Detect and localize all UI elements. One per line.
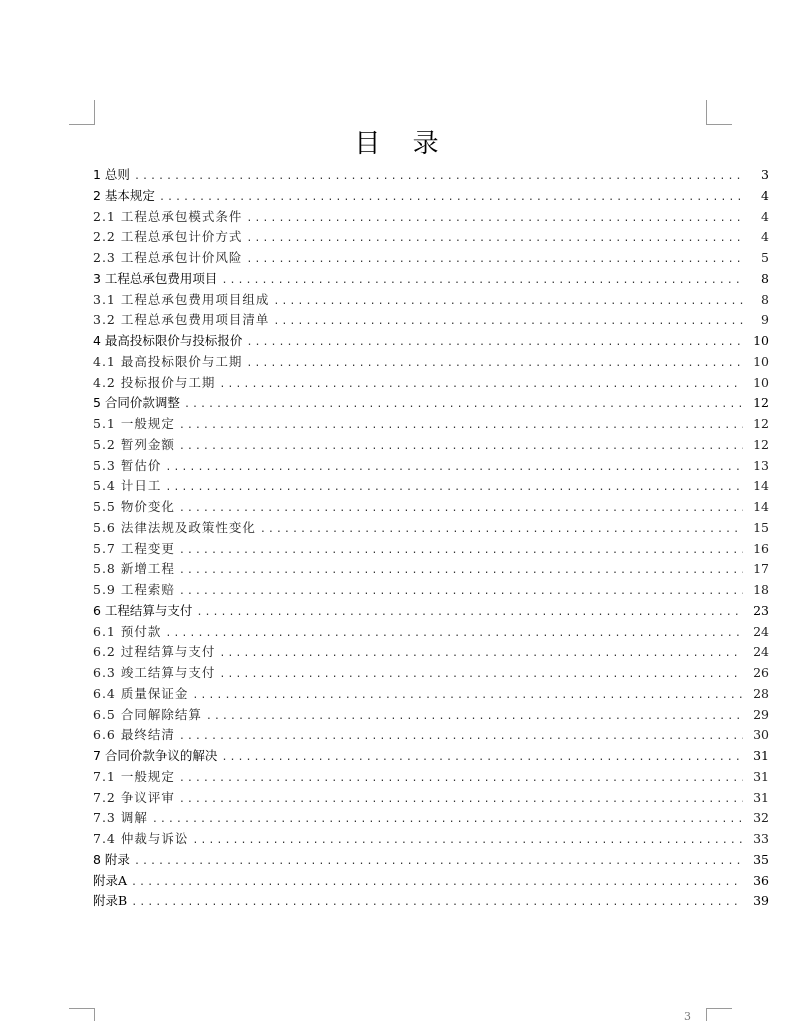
crop-mark-bottom-right-h	[707, 1008, 732, 1009]
toc-entry-page: 13	[753, 457, 769, 473]
toc-entry[interactable]	[93, 497, 769, 518]
toc-entry-page: 12	[753, 416, 769, 431]
toc-dot-leader	[179, 582, 743, 603]
toc-entry-label: 附录B	[93, 893, 128, 909]
toc-entry-label: 4.1 最高投标限价与工期	[93, 353, 243, 369]
toc-entry[interactable]	[93, 539, 769, 560]
toc-dot-leader	[219, 665, 743, 686]
toc-entry-label: 5.3 暂估价	[93, 457, 162, 473]
toc-entry-label: 2 基本规定	[93, 187, 155, 203]
page-title: 目 录	[354, 129, 451, 159]
toc-entry-page: 18	[753, 582, 769, 597]
toc-entry-page: 10	[753, 353, 769, 369]
toc-entry-label: 5.4 计日工	[93, 478, 162, 494]
toc-entry-page: 10	[753, 333, 769, 348]
toc-dot-leader	[246, 229, 743, 250]
toc-dot-leader	[131, 893, 743, 914]
toc-entry-label: 5.1 一般规定	[93, 416, 175, 431]
toc-entry[interactable]	[93, 269, 769, 290]
toc-entry-page: 29	[753, 706, 769, 722]
toc-entry-label: 8 附录	[93, 851, 130, 867]
footer-page-number: 3	[684, 1010, 691, 1023]
toc-entry-label: 6 工程结算与支付	[93, 602, 193, 618]
toc-dot-leader	[179, 769, 743, 790]
toc-entry-label: 6.2 过程结算与支付	[93, 644, 216, 660]
toc-entry-label: 5.9 工程索赔	[93, 582, 175, 597]
toc-entry-label: 7.1 一般规定	[93, 768, 175, 784]
toc-entry-label: 5.8 新增工程	[93, 561, 175, 577]
toc-entry-label: 6.4 质量保证金	[93, 685, 189, 701]
toc-entry[interactable]	[93, 871, 769, 892]
toc-entry-page: 26	[753, 665, 769, 680]
toc-entry-label: 7.3 调解	[93, 810, 148, 826]
toc-entry-page: 8	[761, 270, 769, 286]
toc-entry-label: 6.5 合同解除结算	[93, 706, 202, 722]
toc-entry-page: 33	[753, 831, 769, 846]
toc-entry-page: 35	[753, 851, 769, 867]
toc-entry-page: 4	[761, 187, 769, 203]
toc-entry[interactable]	[93, 788, 769, 809]
toc-dot-leader	[219, 644, 743, 665]
toc-entry-label: 5.6 法律法规及政策性变化	[93, 519, 256, 535]
toc-entry[interactable]	[93, 476, 769, 497]
crop-mark-bottom-left-v	[94, 1008, 95, 1021]
toc-entry[interactable]	[93, 601, 769, 622]
toc-entry-label: 5.7 工程变更	[93, 540, 175, 556]
toc-entry[interactable]	[93, 580, 769, 601]
toc-entry[interactable]	[93, 808, 769, 829]
crop-mark-top-left-v	[94, 100, 95, 125]
toc-dot-leader	[159, 188, 743, 209]
toc-entry-page: 24	[753, 644, 769, 660]
toc-entry[interactable]	[93, 456, 769, 477]
toc-dot-leader	[134, 167, 743, 188]
toc-entry-label: 6.3 竣工结算与支付	[93, 665, 216, 680]
toc-entry-label: 2.3 工程总承包计价风险	[93, 250, 243, 265]
crop-mark-top-right-h	[707, 124, 732, 125]
toc-entry[interactable]	[93, 705, 769, 726]
toc-dot-leader	[179, 790, 743, 811]
toc-entry-label: 3.1 工程总承包费用项目组成	[93, 291, 270, 307]
toc-entry-label: 5.5 物价变化	[93, 499, 175, 514]
toc-entry-page: 15	[753, 519, 769, 535]
toc-entry-label: 4.2 投标报价与工期	[93, 374, 216, 390]
toc-dot-leader	[179, 499, 743, 520]
toc-dot-leader	[221, 271, 743, 292]
toc-entry-page: 30	[753, 727, 769, 743]
toc-entry-label: 2.1 工程总承包模式条件	[93, 208, 243, 224]
toc-dot-leader	[196, 603, 743, 624]
toc-entry-label: 3.2 工程总承包费用项目清单	[93, 312, 270, 328]
toc-entry[interactable]	[93, 352, 769, 373]
toc-entry[interactable]	[93, 559, 769, 580]
toc-entry[interactable]	[93, 227, 769, 248]
toc-entry-page: 12	[753, 395, 769, 411]
toc-entry-page: 5	[761, 250, 769, 265]
toc-entry-label: 7 合同价款争议的解决	[93, 748, 218, 763]
toc-entry[interactable]	[93, 725, 769, 746]
toc-dot-leader	[134, 852, 743, 873]
toc-dot-leader	[179, 416, 743, 437]
toc-entry[interactable]	[93, 622, 769, 643]
toc-entry-page: 36	[753, 872, 769, 888]
toc-dot-leader	[152, 810, 743, 831]
toc-dot-leader	[165, 624, 743, 645]
toc-entry[interactable]	[93, 331, 769, 352]
toc-dot-leader	[206, 707, 743, 728]
toc-entry-label: 5.2 暂列金额	[93, 436, 175, 452]
toc-dot-leader	[221, 748, 743, 769]
toc-entry-label: 4 最高投标限价与投标报价	[93, 333, 243, 348]
toc-entry-label: 7.4 仲裁与诉讼	[93, 831, 189, 846]
toc-dot-leader	[184, 395, 743, 416]
toc-dot-leader	[273, 312, 743, 333]
toc-entry-page: 12	[753, 436, 769, 452]
toc-dot-leader	[246, 250, 743, 271]
toc-dot-leader	[260, 520, 743, 541]
crop-mark-bottom-right-v	[706, 1008, 707, 1021]
toc-entry-page: 4	[761, 229, 769, 245]
toc-dot-leader	[179, 561, 743, 582]
toc-entry-page: 10	[753, 374, 769, 390]
toc-entry-page: 14	[753, 499, 769, 514]
crop-mark-top-right-v	[706, 100, 707, 125]
toc-entry-page: 24	[753, 623, 769, 639]
crop-mark-top-left-h	[69, 124, 94, 125]
toc-entry[interactable]	[93, 393, 769, 414]
toc-entry-label: 6.1 预付款	[93, 623, 162, 639]
toc-entry[interactable]	[93, 207, 769, 228]
toc-entry[interactable]	[93, 850, 769, 871]
toc-entry-page: 32	[753, 810, 769, 826]
toc-dot-leader	[165, 478, 743, 499]
toc-entry[interactable]	[93, 186, 769, 207]
toc-entry-page: 8	[761, 291, 769, 307]
toc-entry[interactable]	[93, 518, 769, 539]
toc-entry-label: 7.2 争议评审	[93, 789, 175, 805]
toc-dot-leader	[273, 292, 743, 313]
toc-dot-leader	[192, 686, 743, 707]
toc-entry[interactable]	[93, 891, 769, 912]
toc-entry-label: 5 合同价款调整	[93, 395, 180, 411]
toc-entry[interactable]	[93, 310, 769, 331]
toc-dot-leader	[246, 333, 743, 354]
toc-entry-page: 14	[753, 478, 769, 494]
toc-entry-page: 28	[753, 685, 769, 701]
toc-dot-leader	[179, 437, 743, 458]
toc-entry-page: 23	[753, 602, 769, 618]
toc-dot-leader	[246, 354, 743, 375]
toc-entry-label: 2.2 工程总承包计价方式	[93, 229, 243, 245]
toc-entry[interactable]	[93, 435, 769, 456]
toc-entry-page: 39	[753, 893, 769, 909]
toc-entry[interactable]	[93, 746, 769, 767]
toc-dot-leader	[179, 541, 743, 562]
toc-entry-page: 31	[753, 789, 769, 805]
toc-dot-leader	[192, 831, 743, 852]
toc-entry-label: 6.6 最终结清	[93, 727, 175, 743]
toc-entry-page: 31	[753, 768, 769, 784]
toc-entry[interactable]	[93, 414, 769, 435]
table-of-contents	[93, 165, 769, 912]
toc-entry-page: 17	[753, 561, 769, 577]
toc-entry-page: 9	[761, 312, 769, 328]
toc-entry[interactable]	[93, 642, 769, 663]
toc-entry[interactable]	[93, 248, 769, 269]
crop-mark-bottom-left-h	[69, 1008, 94, 1009]
toc-entry-page: 3	[761, 167, 769, 182]
toc-entry-page: 16	[753, 540, 769, 556]
toc-entry-page: 4	[761, 208, 769, 224]
toc-entry[interactable]	[93, 663, 769, 684]
toc-entry-label: 1 总则	[93, 167, 130, 182]
toc-entry-page: 31	[753, 748, 769, 763]
toc-entry[interactable]	[93, 165, 769, 186]
toc-entry[interactable]	[93, 829, 769, 850]
toc-dot-leader	[165, 458, 743, 479]
toc-entry[interactable]	[93, 290, 769, 311]
toc-dot-leader	[246, 209, 743, 230]
toc-entry[interactable]	[93, 373, 769, 394]
toc-dot-leader	[131, 873, 743, 894]
toc-entry[interactable]	[93, 684, 769, 705]
toc-entry[interactable]	[93, 767, 769, 788]
toc-entry-label: 3 工程总承包费用项目	[93, 270, 218, 286]
toc-entry-label: 附录A	[93, 872, 128, 888]
toc-dot-leader	[219, 375, 743, 396]
toc-dot-leader	[179, 727, 743, 748]
